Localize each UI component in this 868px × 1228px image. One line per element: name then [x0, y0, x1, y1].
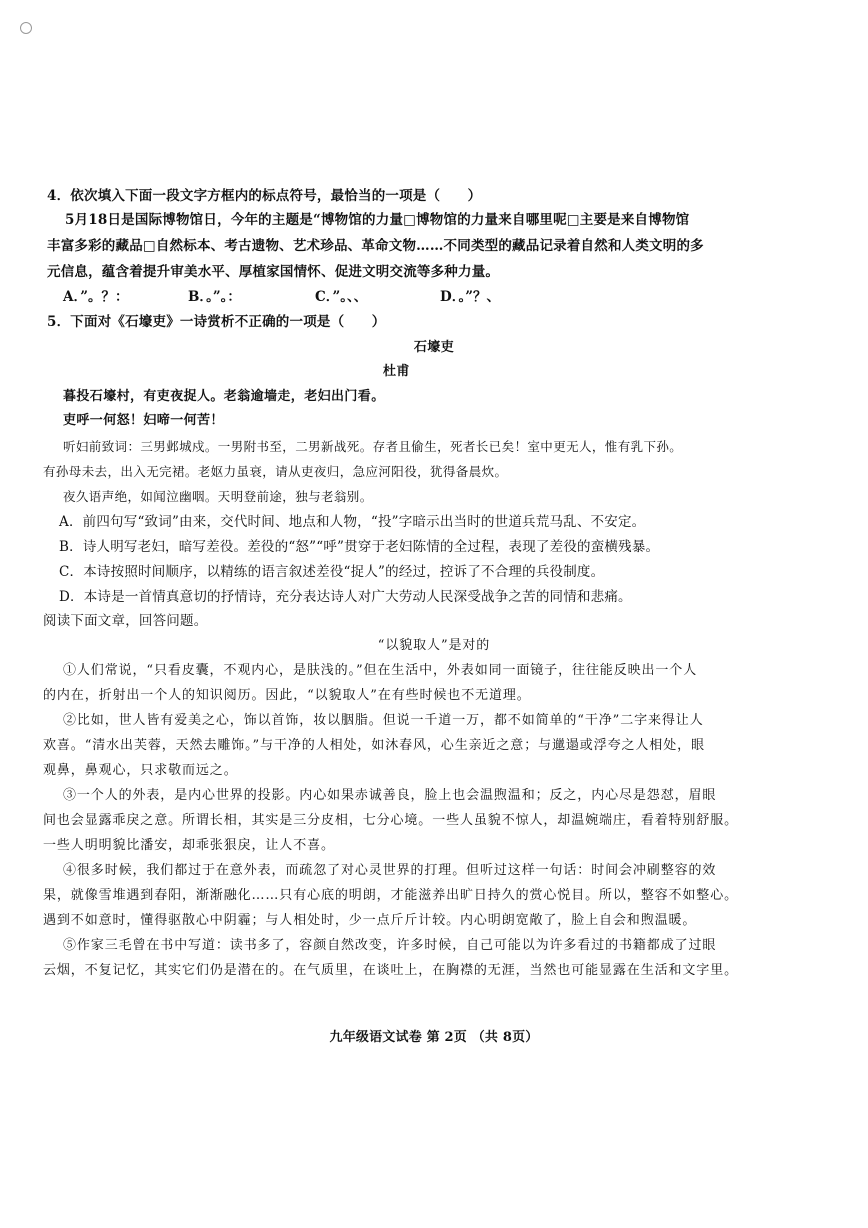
question-4-stem: 4．依次填入下面一段文字方框内的标点符号，最恰当的一项是（ ）	[47, 188, 482, 204]
scan-corner-mark	[20, 22, 32, 34]
poem-line-3: 听妇前致词：三男邺城戍。一男附书至，二男新战死。存者且偷生，死者长已矣！室中更无人，惟有乳下孙。	[63, 439, 683, 454]
reading-line-13: 云烟，不复记忆，其实它们仍是潜在的。在气质里，在谈吐上，在胸襟的无涯，当然也可能显露在生活和文字里。	[43, 963, 739, 978]
question-4-passage-line-1: 5月18日是国际博物馆日，今年的主题是“博物馆的力量□博物馆的力量来自哪里呢□主要是来自博物馆	[65, 212, 690, 228]
poem-line-1: 暮投石壕村，有吏夜捉人。老翁逾墙走，老妇出门看。	[63, 389, 385, 404]
poem-line-4: 有孙母未去，出入无完裙。老妪力虽衰，请从吏夜归，急应河阳役，犹得备晨炊。	[43, 464, 508, 479]
reading-line-6: ③一个人的外表，是内心世界的投影。内心如果赤诚善良，脸上也会温煦温和；反之，内心尽是怨怼，眉眼	[63, 788, 717, 803]
reading-line-11: 遇到不如意时，懂得驱散心中阴霾；与人相处时，少一点斤斤计较。内心明朗宽敞了，脸上自会和煦温暖。	[43, 913, 697, 928]
poem-line-5: 夜久语声绝，如闻泣幽咽。天明登前途，独与老翁别。	[63, 489, 373, 504]
question-4-passage-line-2: 丰富多彩的藏品□自然标本、考古遗物、艺术珍品、革命文物……不同类型的藏品记录着自然和人类文明的多	[47, 238, 704, 254]
reading-line-1: ①人们常说，“只看皮囊，不观内心，是肤浅的。”但在生活中，外表如同一面镜子，往往能反映出一个人	[63, 663, 698, 678]
reading-line-3: ②比如，世人皆有爱美之心，饰以首饰，妆以胭脂。但说一千道一万，都不如简单的“干净”二字来得让人	[63, 713, 704, 728]
question-5-option-b: B．诗人明写老妇，暗写差役。差役的“怒”“呼”贯穿于老妇陈情的全过程，表现了差役的蛮横残暴。	[59, 539, 660, 555]
reading-instruction: 阅读下面文章，回答问题。	[43, 613, 208, 629]
question-5-option-c: C．本诗按照时间顺序，以精练的语言叙述差役“捉人”的经过，控诉了不合理的兵役制度。	[59, 564, 605, 580]
question-4-option-d: D．。”？、	[440, 289, 500, 305]
reading-line-5: 观鼻，鼻观心，只求敬而远之。	[43, 763, 238, 778]
poem-line-2: 吏呼一何怒！妇啼一何苦！	[63, 413, 224, 428]
reading-title: “以貌取人”是对的	[377, 638, 491, 653]
poem-title: 石壕吏	[413, 340, 455, 355]
reading-line-9: ④很多时候，我们都过于在意外表，而疏忽了对心灵世界的打理。但听过这样一句话：时间会冲刷整容的效	[63, 863, 717, 878]
reading-line-8: 一些人明明貌比潘安，却乖张狠戾，让人不喜。	[43, 838, 335, 853]
reading-line-7: 间也会显露乖戾之意。所谓长相，其实是三分皮相，七分心境。一些人虽貌不惊人，却温婉端庄，看着特别舒服。	[43, 813, 739, 828]
question-5-stem: 5．下面对《石壕吏》一诗赏析不正确的一项是（ ）	[47, 314, 386, 330]
poem-author: 杜甫	[383, 364, 410, 379]
reading-line-12: ⑤作家三毛曾在书中写道：读书多了，容颜自然改变，许多时候，自己可能以为许多看过的书籍都成了过眼	[63, 938, 717, 953]
question-5-option-a: A．前四句写“致词”由来，交代时间、地点和人物，“投”字暗示出当时的世道兵荒马乱、不安定。	[59, 514, 646, 530]
reading-line-10: 果，就像雪堆遇到春阳，渐渐融化……只有心底的明朗，才能滋养出旷日持久的赏心悦目。所以，整容不如整心。	[43, 888, 739, 903]
reading-line-2: 的内在，折射出一个人的知识阅历。因此，“以貌取人”在有些时候也不无道理。	[43, 688, 531, 703]
reading-line-4: 欢喜。“清水出芙蓉，天然去雕饰。”与干净的人相处，如沐春风，心生亲近之意；与邋遢或浮夸之人相处，眼	[43, 738, 705, 753]
question-4-option-b: B．。”。：	[188, 289, 241, 305]
question-4-option-a: A．”。？：	[63, 289, 129, 305]
question-4-passage-line-3: 元信息，蕴含着提升审美水平、厚植家国情怀、促进文明交流等多种力量。	[47, 264, 500, 280]
question-4-option-c: C．”。、、	[315, 289, 368, 305]
question-5-option-d: D．本诗是一首情真意切的抒情诗，充分表达诗人对广大劳动人民深受战争之苦的同情和悲痛。	[59, 589, 632, 605]
page-footer: 九年级语文试卷 第 2页 （共 8页）	[329, 1030, 539, 1045]
